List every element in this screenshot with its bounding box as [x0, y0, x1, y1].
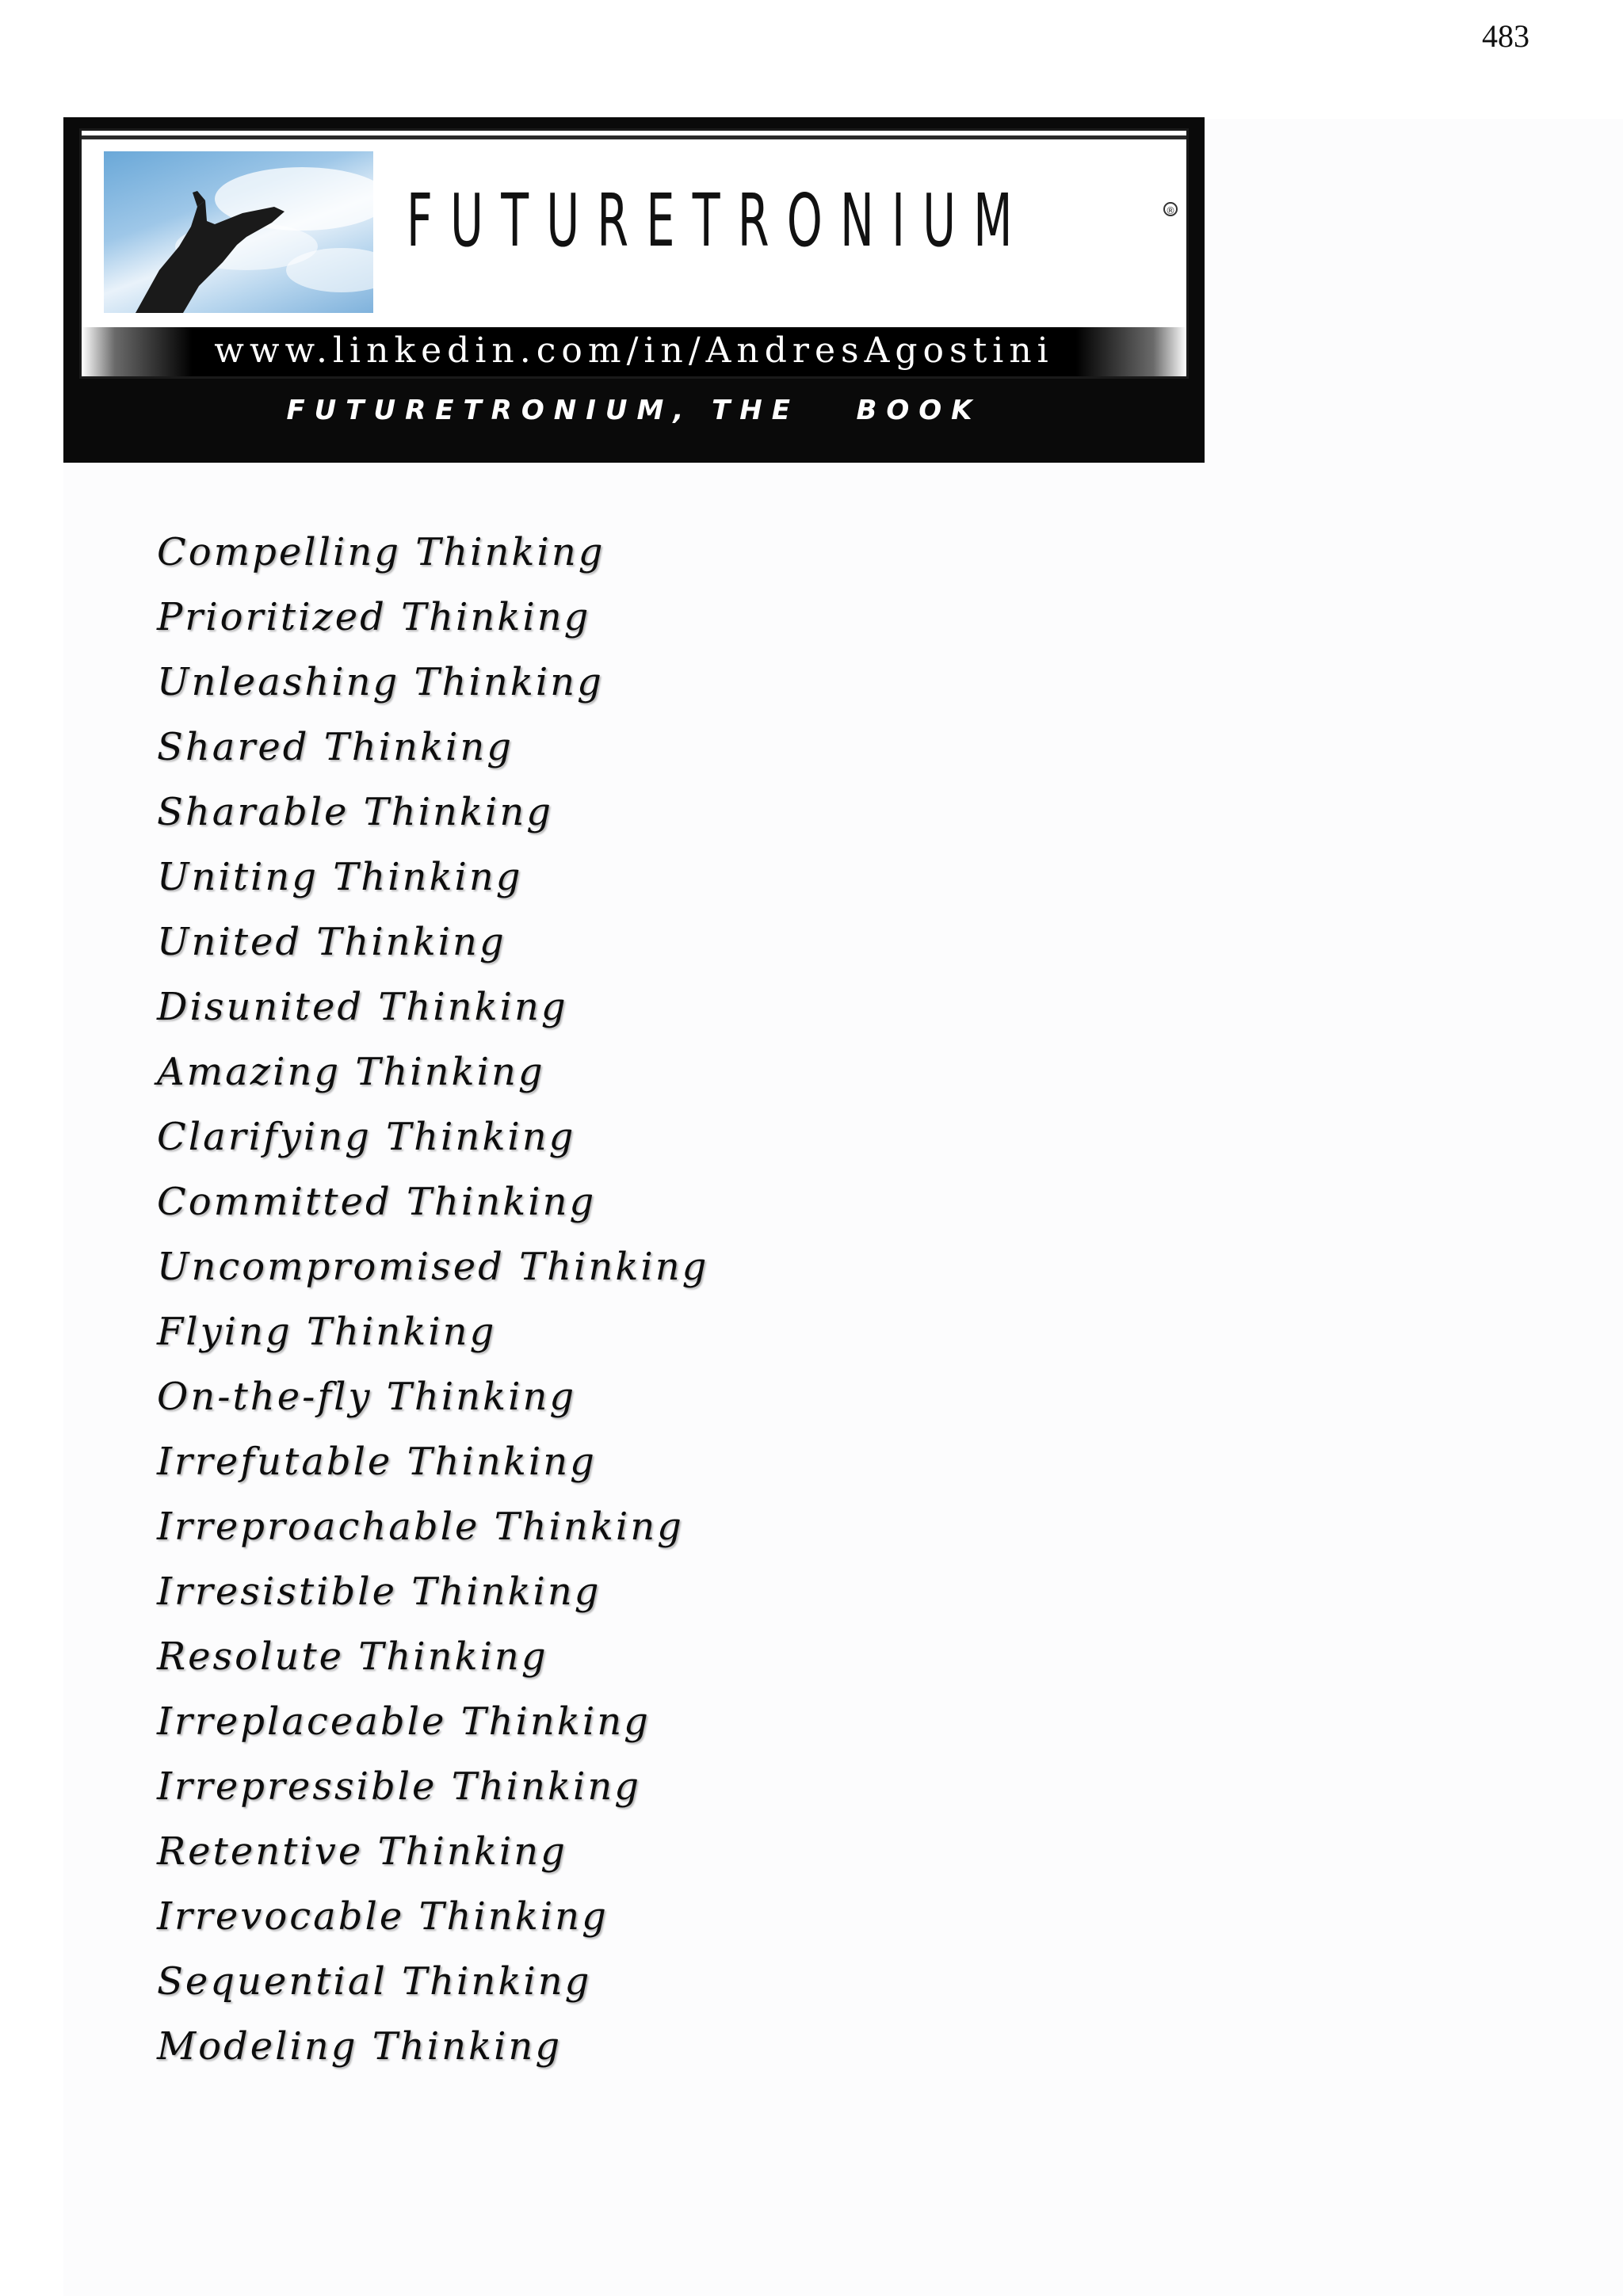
thinking-list: [157, 520, 708, 2079]
list-item: Irrepressible Thinking: [157, 1764, 641, 1809]
reaching-hand-sky-icon: [104, 151, 373, 313]
list-item: Clarifying Thinking: [157, 1115, 576, 1159]
list-item: Irrevocable Thinking: [157, 1894, 609, 1939]
banner-header: [79, 128, 1189, 379]
list-item: Disunited Thinking: [157, 985, 568, 1029]
list-item: Irresistible Thinking: [157, 1569, 601, 1614]
page-number: 483: [1482, 18, 1529, 54]
brand-title: FUTURETRONIUM: [407, 178, 1030, 263]
list-item: Shared Thinking: [157, 725, 514, 769]
list-item: Sharable Thinking: [157, 790, 553, 834]
futuretronium-banner: [63, 117, 1205, 463]
list-item: Irreproachable Thinking: [157, 1505, 684, 1549]
book-subtitle: FUTURETRONIUM, THE BOOK: [286, 395, 982, 426]
list-item: Flying Thinking: [157, 1310, 497, 1354]
list-item: Uniting Thinking: [157, 855, 523, 899]
list-item: Committed Thinking: [157, 1180, 597, 1224]
list-item: Amazing Thinking: [157, 1050, 545, 1094]
list-item: Compelling Thinking: [157, 530, 605, 574]
list-item: Sequential Thinking: [157, 1959, 592, 2004]
list-item: On-the-fly Thinking: [157, 1375, 577, 1419]
linkedin-url: www.linkedin.com/in/AndresAgostini: [214, 330, 1054, 371]
list-item: Resolute Thinking: [157, 1634, 548, 1679]
list-item: United Thinking: [157, 920, 506, 964]
registered-mark: ®: [1163, 202, 1178, 216]
list-item: Irrefutable Thinking: [157, 1440, 597, 1484]
list-item: Retentive Thinking: [157, 1829, 567, 1874]
url-bar: [82, 327, 1186, 379]
list-item: Irreplaceable Thinking: [157, 1699, 651, 1744]
list-item: Prioritized Thinking: [157, 595, 591, 639]
list-item: Unleashing Thinking: [157, 660, 604, 704]
list-item: Uncompromised Thinking: [157, 1245, 709, 1289]
banner-top-rule: [82, 135, 1186, 139]
list-item: Modeling Thinking: [157, 2024, 563, 2069]
